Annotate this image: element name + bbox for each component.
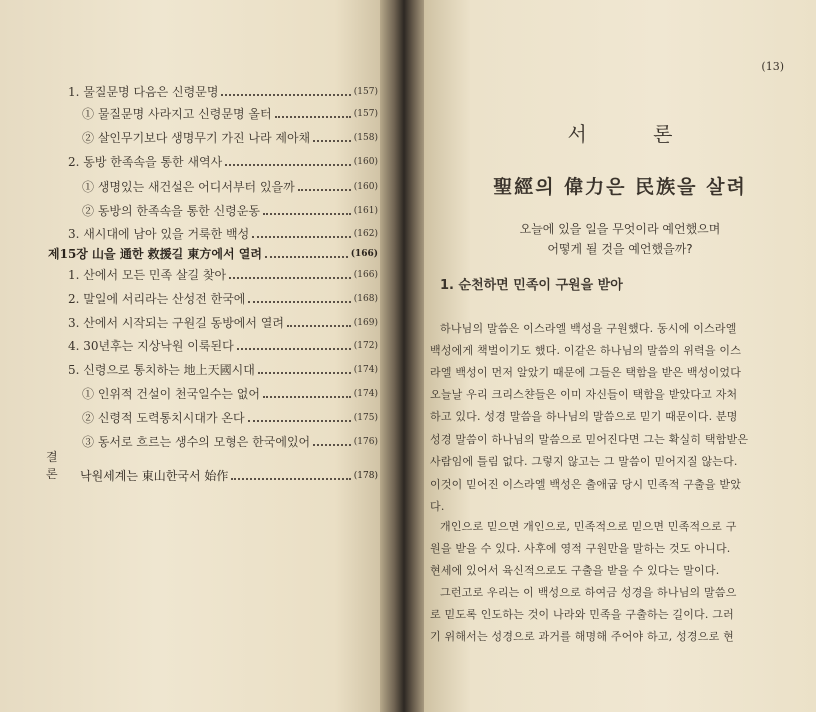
toc-entry-text: 1. 산에서 모든 민족 살길 찾아 [68, 268, 227, 282]
toc-entry-page: (157) [353, 109, 378, 119]
toc-entry-conclusion [80, 468, 378, 484]
toc-entry-page: (160) [353, 157, 378, 167]
toc-entry [68, 291, 378, 307]
toc-entry [68, 84, 378, 100]
body-line: 현세에 있어서 육신적으로도 구출을 받을 수 있다는 말이다. [430, 564, 720, 577]
body-line: 오늘날 우리 크리스챤들은 이미 자신들이 택함을 받았다고 자처 [430, 388, 738, 401]
toc-leader [231, 478, 350, 480]
body-line: 이것이 믿어진 이스라엘 백성은 출애굽 당시 민족적 구출을 받았 [430, 478, 742, 491]
right-page [424, 0, 816, 712]
toc-entry-text: 3. 산에서 시작되는 구원길 동방에서 열려 [68, 316, 284, 330]
page-number: (13) [761, 60, 784, 73]
conclusion-label: 결 론 [46, 450, 58, 481]
toc-entry-text: 3. 새시대에 남아 있을 거룩한 백성 [68, 227, 250, 241]
toc-entry-page: (166) [350, 249, 378, 259]
toc-leader [313, 444, 351, 446]
subtitle-line-2: 어떻게 될 것을 예언했을까? [547, 242, 693, 256]
body-line: 다. [430, 500, 445, 513]
toc-entry-text: ① 물질문명 사라지고 신령문명 올터 [82, 107, 272, 121]
toc-entry-page: (174) [353, 389, 378, 399]
toc-entry [82, 130, 378, 146]
toc-entry-page: (172) [353, 341, 378, 351]
toc-entry-page: (162) [353, 229, 378, 239]
body-line: 개인으로 믿으면 개인으로, 민족적으로 믿으면 민족적으로 구 [440, 520, 737, 533]
section-heading: 1. 순천하면 민족이 구원을 받아 [440, 278, 623, 293]
toc-entry-text: 낙원세계는 東山한국서 始作 [80, 469, 229, 483]
toc-leader [252, 236, 351, 238]
toc-entry-page: (178) [353, 471, 378, 481]
left-page [0, 0, 394, 712]
toc-entry-text: ② 신령적 도력통치시대가 온다 [82, 411, 245, 425]
toc-entry-text: 제15장 山을 通한 救援길 東方에서 열려 [48, 247, 262, 261]
body-line: 그런고로 우리는 이 백성으로 하여금 성경을 하나님의 말씀으 [440, 586, 737, 599]
toc-entry-text: 1. 물질문명 다음은 신령문명 [68, 85, 219, 99]
toc-entry-text: ② 살인무기보다 생명무기 가진 나라 제아채 [82, 131, 311, 145]
toc-entry-page: (168) [353, 294, 378, 304]
toc-leader [248, 420, 351, 422]
toc-leader [225, 164, 351, 166]
toc-leader [248, 301, 350, 303]
body-line: 로 믿도록 인도하는 것이 나라와 민족을 구출하는 길이다. 그러 [430, 608, 734, 621]
toc-entry [82, 386, 378, 402]
toc-entry-page: (158) [353, 133, 378, 143]
toc-entry-page: (176) [353, 437, 378, 447]
toc-entry-page: (166) [353, 270, 378, 280]
toc-leader [287, 325, 351, 327]
toc-entry [82, 434, 378, 450]
section-title: 서 론 [567, 122, 703, 146]
main-title: 聖經의 偉力은 民族을 살려 [493, 176, 747, 198]
toc-chapter-heading [48, 246, 378, 262]
toc-leader [275, 116, 351, 118]
toc-entry [82, 106, 378, 122]
toc-leader [313, 140, 351, 142]
toc-entry [82, 203, 378, 219]
toc-leader [258, 372, 351, 374]
body-line: 성경 말씀이 하나님의 말씀으로 믿어진다면 그는 확실히 택함받은 [430, 433, 749, 446]
book-gutter [380, 0, 428, 712]
body-line: 사람임에 틀림 없다. 그렇지 않고는 그 말씀이 믿어지질 않는다. [430, 455, 738, 468]
subtitle-line-1: 오늘에 있을 일을 무엇이라 예언했으며 [519, 222, 721, 236]
toc-entry-page: (174) [353, 365, 378, 375]
toc-entry-text: 2. 동방 한족속을 통한 새역사 [68, 155, 223, 169]
toc-entry-text: 4. 30년후는 지상낙원 이룩된다 [68, 339, 234, 353]
toc-entry [68, 338, 378, 354]
toc-entry [68, 315, 378, 331]
toc-entry-text: ② 동방의 한족속을 통한 신령운동 [82, 204, 260, 218]
toc-entry [82, 179, 378, 195]
toc-entry [68, 362, 378, 378]
toc-leader [263, 213, 351, 215]
toc-entry-page: (160) [353, 182, 378, 192]
body-line: 라엘 백성이 먼저 알았기 때문에 그들은 택함을 받은 백성이었다 [430, 366, 742, 379]
toc-leader [263, 396, 351, 398]
toc-entry-text: 2. 말일에 서리라는 산성전 한국에 [68, 292, 246, 306]
toc-entry-text: ③ 동서로 흐르는 생수의 모형은 한국에있어 [82, 435, 311, 449]
toc-leader [237, 348, 351, 350]
toc-leader [229, 277, 351, 279]
toc-leader [265, 256, 348, 258]
body-line: 백성에게 책벌이기도 했다. 이같은 하나님의 말씀의 위력을 이스 [430, 344, 742, 357]
body-line: 기 위해서는 성경으로 과거를 해명해 주어야 하고, 성경으로 현 [430, 630, 734, 643]
toc-entry-text: ① 생명있는 새건설은 어디서부터 있을까 [82, 180, 295, 194]
body-line: 원을 받을 수 있다. 사후에 영적 구원만을 말하는 것도 아니다. [430, 542, 731, 555]
toc-entry [68, 226, 378, 242]
toc-entry-text: 5. 신령으로 통치하는 地上天國시대 [68, 363, 255, 377]
toc-entry-page: (175) [353, 413, 378, 423]
toc-leader [298, 189, 351, 191]
toc-entry-text: ① 인위적 건설이 천국일수는 없어 [82, 387, 260, 401]
toc-entry [68, 267, 378, 283]
toc-entry-page: (169) [353, 318, 378, 328]
body-line: 하나님의 말씀은 이스라엘 백성을 구원했다. 동시에 이스라엘 [440, 322, 737, 335]
toc-entry-page: (161) [353, 206, 378, 216]
toc-entry [82, 410, 378, 426]
toc-entry-page: (157) [353, 87, 378, 97]
body-line: 하고 있다. 성경 말씀을 하나님의 말씀으로 믿기 때문이다. 분명 [430, 410, 738, 423]
toc-leader [221, 94, 350, 96]
toc-entry [68, 154, 378, 170]
